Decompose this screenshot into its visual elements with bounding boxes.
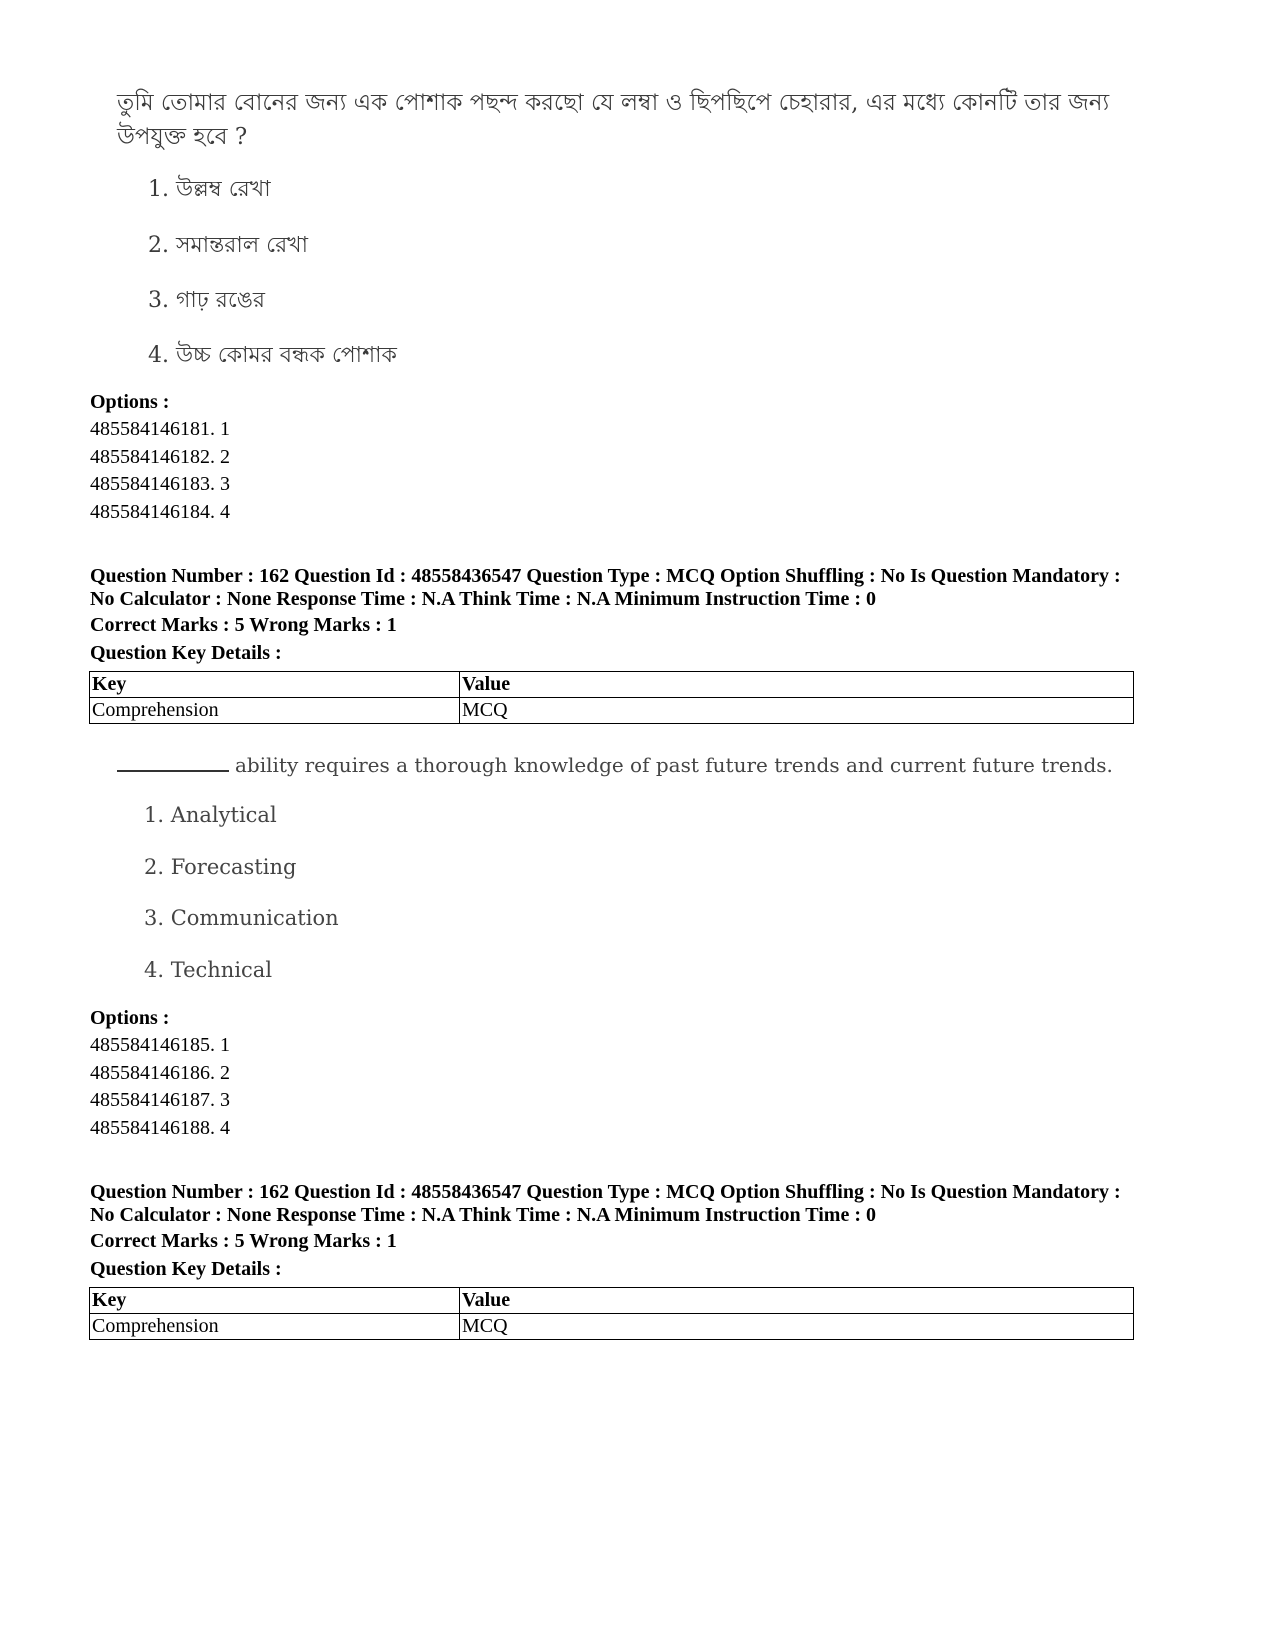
option-id-line: 485584146185. 1	[90, 1034, 230, 1056]
image-option-3: 3. গাঢ় রঙের	[148, 288, 265, 313]
table-cell-key: Comprehension	[90, 1314, 460, 1340]
table-header-row	[90, 672, 1134, 698]
key-details-label: Question Key Details :	[90, 1258, 282, 1280]
table-header-key: Key	[90, 1288, 460, 1314]
question-meta	[90, 565, 1180, 611]
key-details-table	[89, 1287, 1134, 1340]
table-header-key: Key	[90, 672, 460, 698]
image-option-2: 2. Forecasting	[144, 855, 297, 879]
table-cell-key: Comprehension	[90, 698, 460, 724]
image-option-1: 1. Analytical	[144, 803, 277, 827]
image-option-2: 2. সমান্তরাল রেখা	[148, 233, 308, 258]
option-id-line: 485584146188. 4	[90, 1117, 230, 1139]
image-option-1: 1. উল্লম্ব রেখা	[148, 177, 271, 202]
question-meta-line-1: Question Number : 162 Question Id : 48558436547 Question Type : MCQ Option Shuffling : No Is Question Mandatory :	[90, 565, 1121, 587]
marks-line: Correct Marks : 5 Wrong Marks : 1	[90, 1230, 397, 1252]
question-meta	[90, 1181, 1180, 1227]
question-meta-line-2: No Calculator : None Response Time : N.A Think Time : N.A Minimum Instruction Time : 0	[90, 588, 876, 610]
question-image-text: তুমি তোমার বোনের জন্য এক পোশাক পছন্দ করছো যে লম্বা ও ছিপছিপে চেহারার, এর মধ্যে কোনটি তার জন্য উপযুক্ত হবে ?	[117, 90, 1110, 150]
table-header-value: Value	[460, 672, 1134, 698]
fill-in-blank	[117, 750, 229, 772]
question-meta-line-1: Question Number : 162 Question Id : 48558436547 Question Type : MCQ Option Shuffling : No Is Question Mandatory :	[90, 1181, 1121, 1203]
option-id-line: 485584146183. 3	[90, 473, 230, 495]
table-header-value: Value	[460, 1288, 1134, 1314]
image-option-3: 3. Communication	[144, 906, 339, 930]
options-label: Options :	[90, 391, 170, 413]
option-id-line: 485584146187. 3	[90, 1089, 230, 1111]
option-id-line: 485584146181. 1	[90, 418, 230, 440]
question-meta-line-2: No Calculator : None Response Time : N.A Think Time : N.A Minimum Instruction Time : 0	[90, 1204, 876, 1226]
option-id-line: 485584146182. 2	[90, 446, 230, 468]
question-image-sentence: ability requires a thorough knowledge of past future trends and current future trends.	[235, 753, 1113, 777]
table-cell-value: MCQ	[460, 698, 1134, 724]
key-details-table	[89, 671, 1134, 724]
image-option-4: 4. Technical	[144, 958, 273, 982]
question-image-text	[117, 750, 1113, 777]
options-label: Options :	[90, 1007, 170, 1029]
option-id-line: 485584146186. 2	[90, 1062, 230, 1084]
table-cell-value: MCQ	[460, 1314, 1134, 1340]
table-row	[90, 1314, 1134, 1340]
option-id-line: 485584146184. 4	[90, 501, 230, 523]
table-row	[90, 698, 1134, 724]
image-option-4: 4. উচ্চ কোমর বন্ধক পোশাক	[148, 343, 397, 368]
table-header-row	[90, 1288, 1134, 1314]
key-details-label: Question Key Details :	[90, 642, 282, 664]
marks-line: Correct Marks : 5 Wrong Marks : 1	[90, 614, 397, 636]
